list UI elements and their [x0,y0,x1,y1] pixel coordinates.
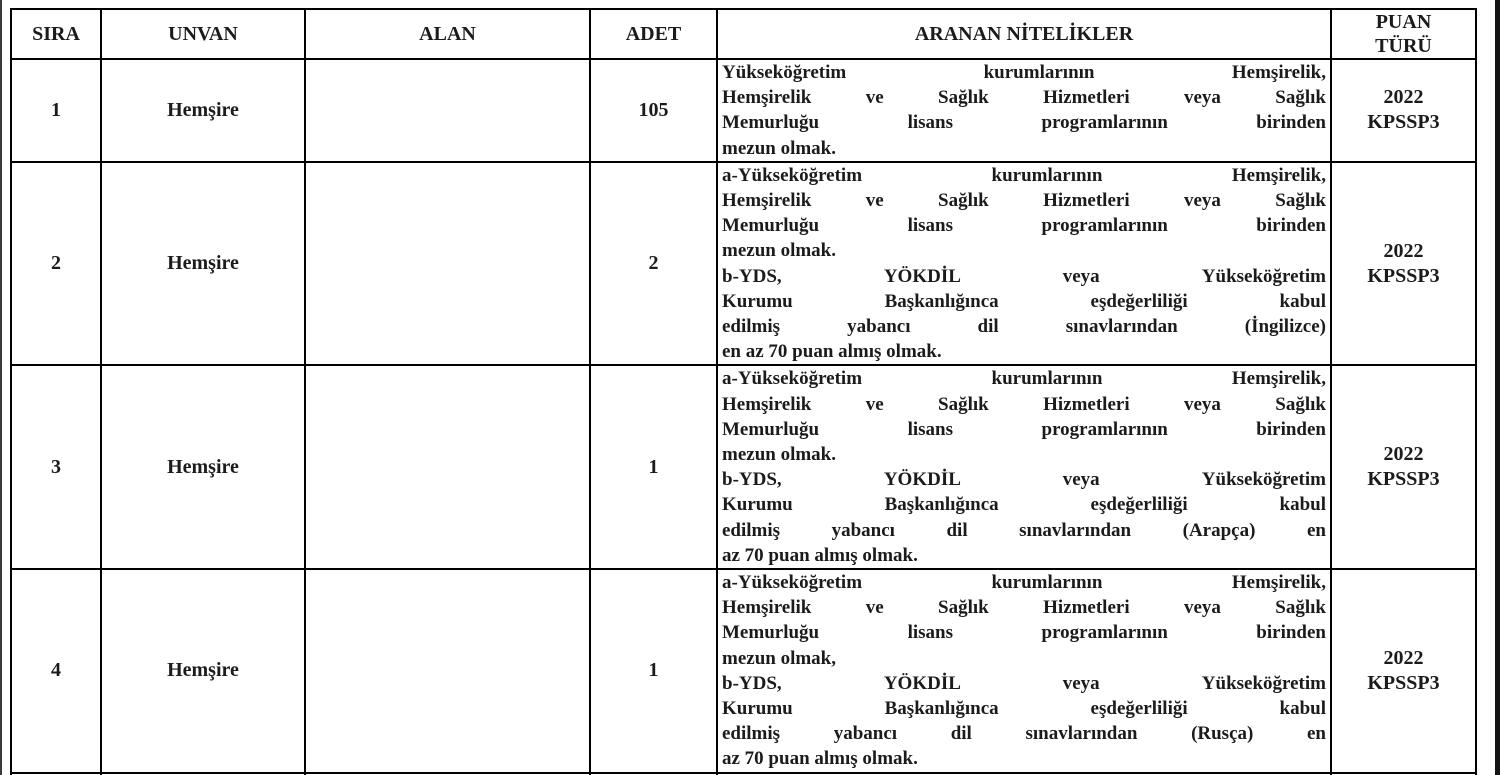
cell-requirements [717,162,1331,366]
cell-alan [305,365,590,569]
requirement-paragraph [718,60,1330,161]
cell-requirements [717,59,1331,162]
text-line: KPSSP3 [1367,264,1440,287]
text-line: 2022 [1383,646,1424,669]
text-line: mezun olmak, [722,647,836,669]
col-header-adet: ADET [590,9,717,59]
text-line: Memurluğu lisans programlarının birinden [722,418,1326,440]
requirement-paragraph [718,264,1330,365]
text-line: KPSSP3 [1367,671,1440,694]
text-line: TÜRÜ [1375,35,1432,57]
table-row [11,59,1476,162]
text-line: a-Yükseköğretim kurumlarının Hemşirelik, [722,572,1326,594]
cell-alan [305,59,590,162]
text-line: Memurluğu lisans programlarının birinden [722,112,1326,134]
text-line: a-Yükseköğretim kurumlarının Hemşirelik, [722,164,1326,186]
text-line: 2022 [1383,86,1424,109]
text-line: 2022 [1383,443,1424,466]
requirement-paragraph [718,671,1330,772]
text-line: b-YDS, YÖKDİL veya Yükseköğretim [722,469,1326,491]
text-line: az 70 puan almış olmak. [722,748,918,770]
text-line: edilmiş yabancı dil sınavlarından (Rusça) en [722,723,1326,745]
text-line: mezun olmak. [722,137,836,159]
cell-sira: 2 [11,162,101,366]
table-row [11,162,1476,366]
text-line: PUAN [1375,11,1432,33]
text-line: mezun olmak. [722,240,836,262]
requirement-paragraph [718,366,1330,467]
requirement-paragraph [718,467,1330,568]
cell-puan-turu [1331,569,1476,773]
cell-sira: 3 [11,365,101,569]
text-line: 2022 [1383,239,1424,262]
cell-unvan: Hemşire [101,59,305,162]
cell-alan [305,569,590,773]
text-line: edilmiş yabancı dil sınavlarından (Arapça) en [722,519,1326,541]
cell-unvan: Hemşire [101,162,305,366]
col-header-sira: SIRA [11,9,101,59]
text-line: Hemşirelik ve Sağlık Hizmetleri veya Sağlık [722,597,1326,619]
header-row [11,9,1476,59]
col-header-alan: ALAN [305,9,590,59]
text-line: az 70 puan almış olmak. [722,544,918,566]
text-line: Memurluğu lisans programlarının birinden [722,215,1326,237]
requirement-paragraph [718,163,1330,264]
cell-sira: 1 [11,59,101,162]
cell-adet: 2 [590,162,717,366]
cell-adet: 105 [590,59,717,162]
table-row [11,365,1476,569]
cell-adet: 1 [590,569,717,773]
cell-unvan: Hemşire [101,365,305,569]
text-line: edilmiş yabancı dil sınavlarından (İngilizce) [722,316,1326,338]
text-line: en az 70 puan almış olmak. [722,341,942,363]
text-line: KPSSP3 [1367,111,1440,134]
text-line: Kurumu Başkanlığınca eşdeğerliliği kabul [722,290,1326,312]
text-line: Kurumu Başkanlığınca eşdeğerliliği kabul [722,698,1326,720]
col-header-unvan: UNVAN [101,9,305,59]
text-line: b-YDS, YÖKDİL veya Yükseköğretim [722,672,1326,694]
text-line: mezun olmak. [722,444,836,466]
text-line: Hemşirelik ve Sağlık Hizmetleri veya Sağlık [722,190,1326,212]
cell-requirements [717,569,1331,773]
text-line: Memurluğu lisans programlarının birinden [722,622,1326,644]
requirement-paragraph [718,570,1330,671]
col-header-puan-turu [1331,9,1476,59]
cell-puan-turu [1331,59,1476,162]
text-line: Hemşirelik ve Sağlık Hizmetleri veya Sağlık [722,393,1326,415]
scan-edge-right [1495,0,1500,775]
cell-sira: 4 [11,569,101,773]
cell-puan-turu [1331,365,1476,569]
cell-adet: 1 [590,365,717,569]
cell-alan [305,162,590,366]
text-line: Kurumu Başkanlığınca eşdeğerliliği kabul [722,494,1326,516]
cell-requirements [717,365,1331,569]
text-line: a-Yükseköğretim kurumlarının Hemşirelik, [722,368,1326,390]
text-line: KPSSP3 [1367,468,1440,491]
text-line: Yükseköğretim kurumlarının Hemşirelik, [722,62,1326,83]
scan-edge-left [0,0,2,775]
cell-unvan: Hemşire [101,569,305,773]
col-header-nitelikler: ARANAN NİTELİKLER [717,9,1331,59]
text-line: Hemşirelik ve Sağlık Hizmetleri veya Sağlık [722,87,1326,109]
recruitment-table [10,8,1477,775]
text-line: b-YDS, YÖKDİL veya Yükseköğretim [722,265,1326,287]
table-row [11,569,1476,773]
cell-puan-turu [1331,162,1476,366]
